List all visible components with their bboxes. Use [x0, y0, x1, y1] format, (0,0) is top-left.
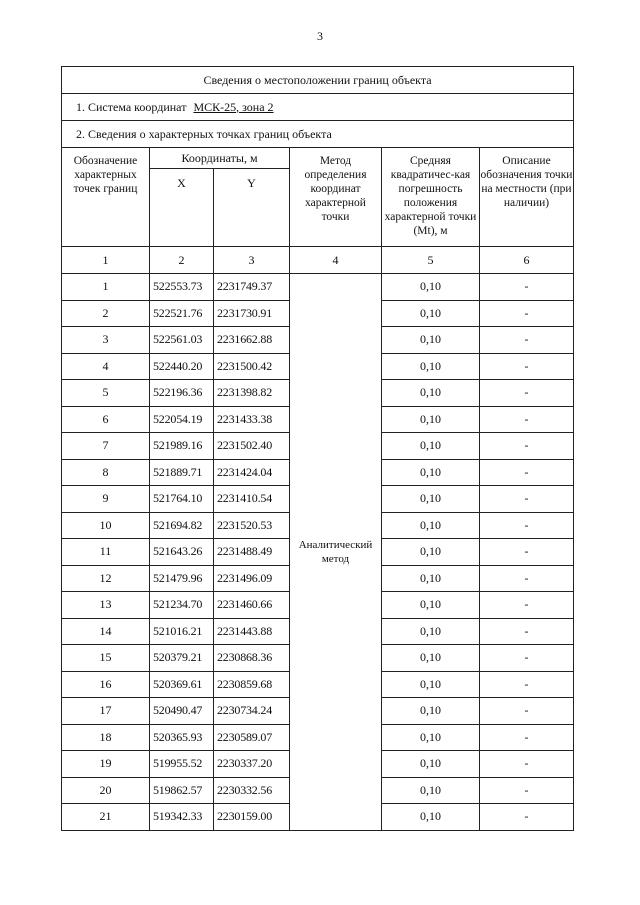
- point-number: 13: [62, 592, 150, 619]
- point-number: 18: [62, 724, 150, 751]
- error-value: 0,10: [382, 777, 480, 804]
- header-method: Метод определения координат характерной точки: [290, 148, 382, 247]
- point-number: 10: [62, 512, 150, 539]
- coord-system-label: 1. Система координат: [76, 99, 187, 114]
- error-value: 0,10: [382, 327, 480, 354]
- point-number: 5: [62, 380, 150, 407]
- description-value: -: [480, 300, 574, 327]
- error-value: 0,10: [382, 645, 480, 672]
- y-coordinate: 2230337.20: [214, 751, 290, 778]
- point-number: 7: [62, 433, 150, 460]
- description-value: -: [480, 671, 574, 698]
- description-value: -: [480, 804, 574, 831]
- error-value: 0,10: [382, 380, 480, 407]
- point-number: 6: [62, 406, 150, 433]
- col-number: 1: [62, 247, 150, 274]
- y-coordinate: 2231502.40: [214, 433, 290, 460]
- y-coordinate: 2231730.91: [214, 300, 290, 327]
- error-value: 0,10: [382, 618, 480, 645]
- x-coordinate: 521764.10: [150, 486, 214, 513]
- error-value: 0,10: [382, 459, 480, 486]
- y-coordinate: 2231460.66: [214, 592, 290, 619]
- x-coordinate: 521989.16: [150, 433, 214, 460]
- header-coordinates: Координаты, м: [150, 148, 290, 169]
- table-row: [62, 274, 574, 301]
- error-value: 0,10: [382, 512, 480, 539]
- error-value: 0,10: [382, 724, 480, 751]
- col-number: 3: [214, 247, 290, 274]
- x-coordinate: 521234.70: [150, 592, 214, 619]
- x-coordinate: 520379.21: [150, 645, 214, 672]
- col-number: 5: [382, 247, 480, 274]
- point-number: 8: [62, 459, 150, 486]
- x-coordinate: 521643.26: [150, 539, 214, 566]
- description-value: -: [480, 751, 574, 778]
- error-value: 0,10: [382, 804, 480, 831]
- x-coordinate: 522521.76: [150, 300, 214, 327]
- error-value: 0,10: [382, 353, 480, 380]
- y-coordinate: 2231424.04: [214, 459, 290, 486]
- y-coordinate: 2231433.38: [214, 406, 290, 433]
- x-coordinate: 522561.03: [150, 327, 214, 354]
- x-coordinate: 520369.61: [150, 671, 214, 698]
- x-coordinate: 519955.52: [150, 751, 214, 778]
- point-number: 16: [62, 671, 150, 698]
- error-value: 0,10: [382, 486, 480, 513]
- header-description: Описание обозначения точки на местности (при наличии): [480, 148, 574, 247]
- x-coordinate: 521889.71: [150, 459, 214, 486]
- point-number: 4: [62, 353, 150, 380]
- description-value: -: [480, 724, 574, 751]
- y-coordinate: 2231500.42: [214, 353, 290, 380]
- y-coordinate: 2230868.36: [214, 645, 290, 672]
- x-coordinate: 521016.21: [150, 618, 214, 645]
- point-number: 3: [62, 327, 150, 354]
- point-number: 15: [62, 645, 150, 672]
- error-value: 0,10: [382, 300, 480, 327]
- point-number: 14: [62, 618, 150, 645]
- point-number: 19: [62, 751, 150, 778]
- header-point-designation: Обозначение характерных точек границ: [62, 148, 150, 247]
- error-value: 0,10: [382, 539, 480, 566]
- description-value: -: [480, 380, 574, 407]
- x-coordinate: 522196.36: [150, 380, 214, 407]
- x-coordinate: 522553.73: [150, 274, 214, 301]
- error-value: 0,10: [382, 698, 480, 725]
- point-number: 9: [62, 486, 150, 513]
- description-value: -: [480, 459, 574, 486]
- description-value: -: [480, 698, 574, 725]
- description-value: -: [480, 433, 574, 460]
- point-number: 20: [62, 777, 150, 804]
- point-number: 21: [62, 804, 150, 831]
- description-value: -: [480, 618, 574, 645]
- col-number: 2: [150, 247, 214, 274]
- description-value: -: [480, 327, 574, 354]
- x-coordinate: 519862.57: [150, 777, 214, 804]
- error-value: 0,10: [382, 751, 480, 778]
- description-value: -: [480, 406, 574, 433]
- page-number: 3: [317, 29, 323, 43]
- point-number: 1: [62, 274, 150, 301]
- coord-system-value: МСК-25, зона 2: [193, 99, 274, 114]
- x-coordinate: 522440.20: [150, 353, 214, 380]
- method-cell: Аналитический метод: [290, 274, 382, 831]
- y-coordinate: 2230734.24: [214, 698, 290, 725]
- error-value: 0,10: [382, 406, 480, 433]
- table-title: Сведения о местоположении границ объекта: [62, 67, 574, 94]
- description-value: -: [480, 512, 574, 539]
- column-number-row: [62, 247, 574, 274]
- y-coordinate: 2230589.07: [214, 724, 290, 751]
- point-number: 2: [62, 300, 150, 327]
- error-value: 0,10: [382, 592, 480, 619]
- col-number: 6: [480, 247, 574, 274]
- x-coordinate: 520490.47: [150, 698, 214, 725]
- point-number: 12: [62, 565, 150, 592]
- x-coordinate: 521479.96: [150, 565, 214, 592]
- error-value: 0,10: [382, 274, 480, 301]
- y-coordinate: 2231496.09: [214, 565, 290, 592]
- x-coordinate: 520365.93: [150, 724, 214, 751]
- y-coordinate: 2231488.49: [214, 539, 290, 566]
- description-value: -: [480, 565, 574, 592]
- y-coordinate: 2231398.82: [214, 380, 290, 407]
- x-coordinate: 521694.82: [150, 512, 214, 539]
- header-error: Средняя квадратичес-кая погрешность положения характерной точки (Mt), м: [382, 148, 480, 247]
- description-value: -: [480, 353, 574, 380]
- boundary-points-table: [61, 66, 574, 831]
- error-value: 0,10: [382, 565, 480, 592]
- header-x: X: [150, 169, 214, 247]
- y-coordinate: 2230859.68: [214, 671, 290, 698]
- y-coordinate: 2231662.88: [214, 327, 290, 354]
- col-number: 4: [290, 247, 382, 274]
- description-value: -: [480, 486, 574, 513]
- header-y: Y: [214, 169, 290, 247]
- description-value: -: [480, 645, 574, 672]
- coord-system-line: [62, 94, 574, 121]
- x-coordinate: 519342.33: [150, 804, 214, 831]
- description-value: -: [480, 539, 574, 566]
- point-number: 17: [62, 698, 150, 725]
- y-coordinate: 2231749.37: [214, 274, 290, 301]
- x-coordinate: 522054.19: [150, 406, 214, 433]
- error-value: 0,10: [382, 671, 480, 698]
- section-2-heading: 2. Сведения о характерных точках границ объекта: [62, 121, 574, 148]
- description-value: -: [480, 592, 574, 619]
- y-coordinate: 2231520.53: [214, 512, 290, 539]
- y-coordinate: 2230159.00: [214, 804, 290, 831]
- y-coordinate: 2230332.56: [214, 777, 290, 804]
- description-value: -: [480, 777, 574, 804]
- y-coordinate: 2231410.54: [214, 486, 290, 513]
- point-number: 11: [62, 539, 150, 566]
- description-value: -: [480, 274, 574, 301]
- y-coordinate: 2231443.88: [214, 618, 290, 645]
- error-value: 0,10: [382, 433, 480, 460]
